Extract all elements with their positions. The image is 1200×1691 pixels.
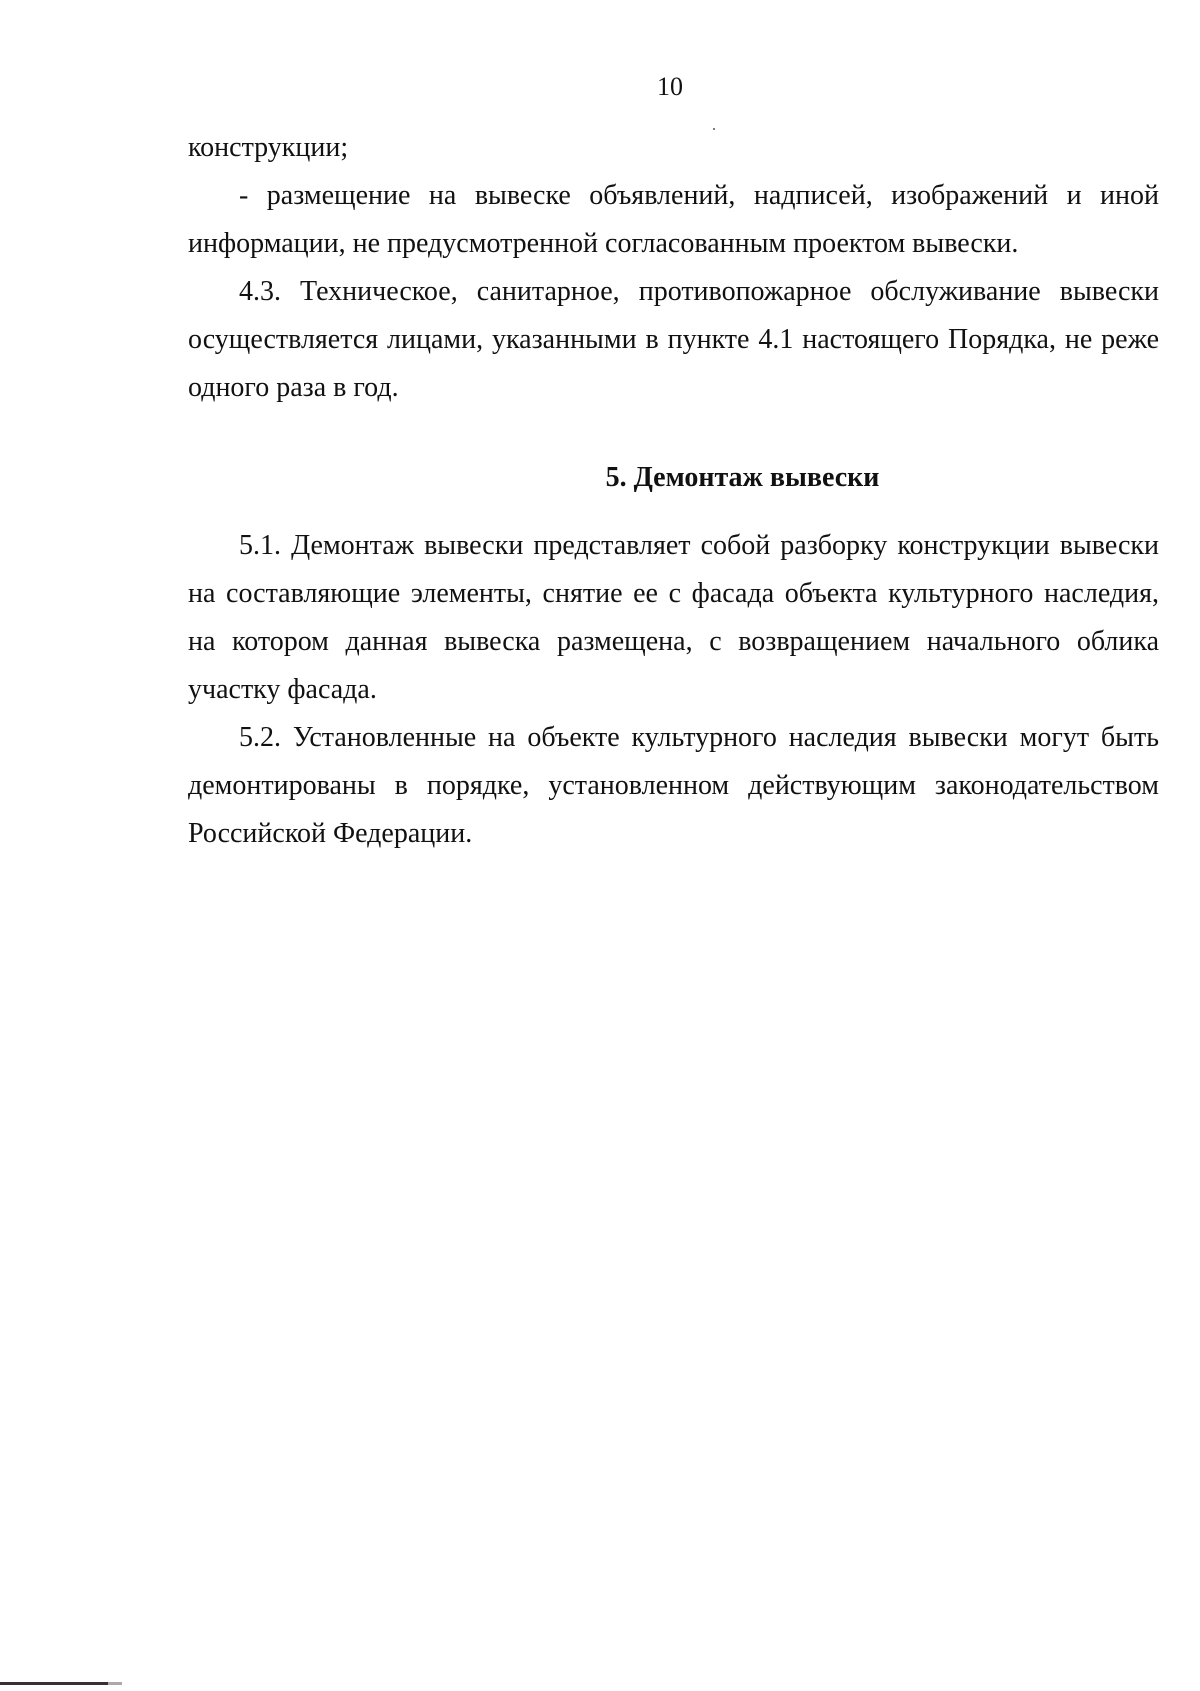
text-line: на котором данная вывеска размещена, с возвращением начального облика <box>188 626 1159 657</box>
page-number: 10 <box>657 72 683 101</box>
text-line: осуществляется лицами, указанными в пункте 4.1 настоящего Порядка, не реже <box>188 324 1159 355</box>
scan-edge-mark <box>0 1682 108 1685</box>
text-line: конструкции; <box>188 132 349 163</box>
section-heading: 5. Демонтаж вывески <box>605 462 880 493</box>
text-line: 4.3. Техническое, санитарное, противопожарное обслуживание вывески <box>239 276 1159 307</box>
text-line: 5.2. Установленные на объекте культурного наследия вывески могут быть <box>239 722 1159 753</box>
text-line: демонтированы в порядке, установленном действующим законодательством <box>188 770 1159 801</box>
text-line: информации, не предусмотренной согласованным проектом вывески. <box>188 228 1019 259</box>
text-block-section-4-end <box>188 124 1159 412</box>
scan-edge-mark-fade <box>108 1682 122 1685</box>
text-line: 5.1. Демонтаж вывески представляет собой разборку конструкции вывески <box>239 530 1159 561</box>
text-block-section-5 <box>188 522 1159 858</box>
text-line: - размещение на вывеске объявлений, надписей, изображений и иной <box>239 180 1159 211</box>
text-line: на составляющие элементы, снятие ее с фасада объекта культурного наследия, <box>188 578 1159 609</box>
text-line: одного раза в год. <box>188 372 399 403</box>
text-line: Российской Федерации. <box>188 818 473 849</box>
text-line: участку фасада. <box>188 674 377 705</box>
